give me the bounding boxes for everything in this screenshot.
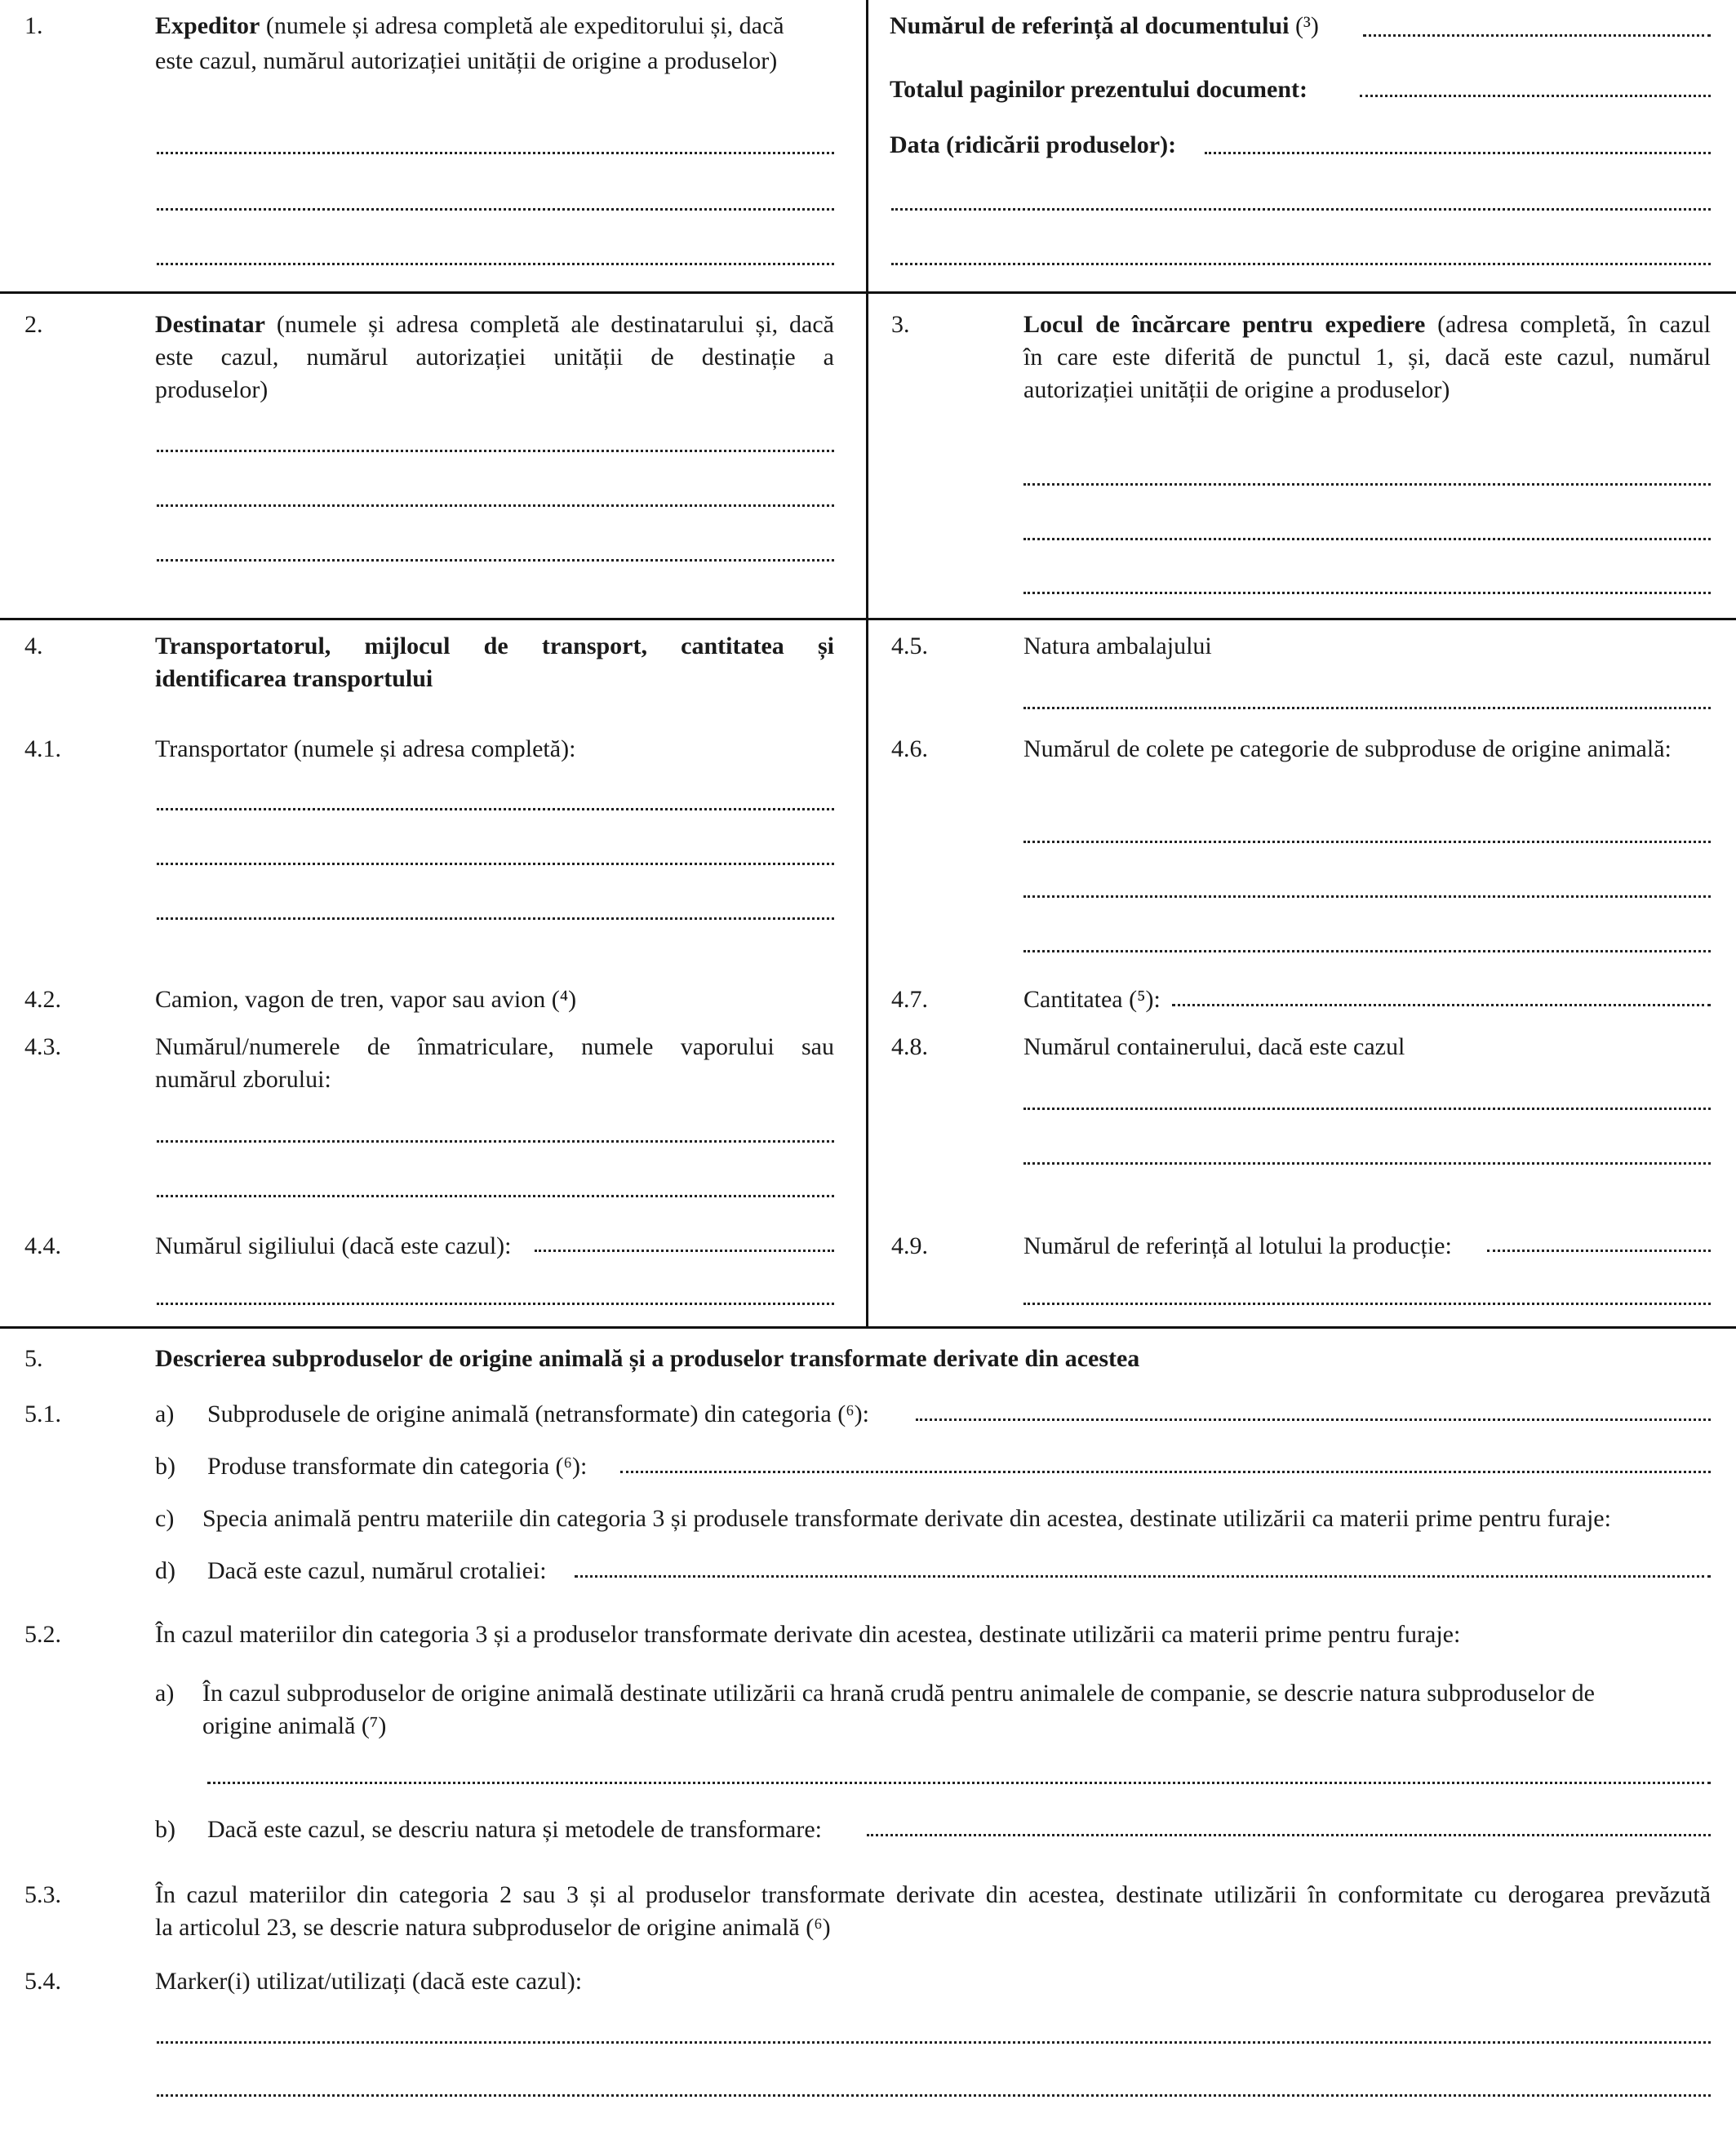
total-pages-label: Totalul paginilor prezentului document: — [890, 76, 1308, 103]
doc-ref-label: Numărul de referință al documentului (³) — [890, 12, 1319, 39]
batch-reference-field[interactable] — [1487, 1250, 1711, 1252]
transport-title-line2: identificarea transportului — [155, 665, 433, 692]
date-label: Data (ridicării produselor): — [890, 131, 1177, 158]
batch-reference-field-2[interactable] — [1023, 1303, 1711, 1305]
registration-field-2[interactable] — [157, 1195, 834, 1197]
item-number-4-9: 4.9. — [891, 1232, 928, 1259]
container-field-2[interactable] — [1023, 1162, 1711, 1165]
item-5-2-b-text: Dacă este cazul, se descriu natura și metodele de transformare: — [207, 1816, 822, 1843]
destinatar-title: Destinatar — [155, 311, 265, 338]
item-5-2-a-field[interactable] — [207, 1782, 1711, 1784]
container-label: Numărul containerului, dacă este cazul — [1023, 1033, 1405, 1060]
date-field[interactable] — [1205, 152, 1711, 154]
column-divider-middle — [866, 294, 868, 620]
item-5-1-d-label: d) — [155, 1557, 175, 1584]
section-number: 4. — [24, 633, 43, 659]
expeditor-desc-line2: este cazul, numărul autorizației unității de origine a produselor) — [155, 47, 778, 74]
item-number-4-6: 4.6. — [891, 735, 928, 762]
item-5-2-b-label: b) — [155, 1816, 175, 1843]
destinatar-field-3[interactable] — [157, 559, 834, 562]
item-5-2-b-field[interactable] — [867, 1834, 1711, 1836]
total-pages-field[interactable] — [1360, 95, 1711, 97]
item-number-5-1: 5.1. — [24, 1401, 61, 1427]
destinatar-heading — [155, 309, 834, 341]
item-5-2-a-line2: origine animală (⁷) — [202, 1712, 387, 1739]
item-number-5-3: 5.3. — [24, 1881, 61, 1908]
item-number-4-5: 4.5. — [891, 633, 928, 659]
batch-reference-label: Numărul de referință al lotului la producție: — [1023, 1232, 1452, 1259]
loading-place-field-2[interactable] — [1023, 538, 1711, 540]
loading-place-title: Locul de încărcare pentru expediere — [1023, 311, 1426, 338]
packaging-label: Natura ambalajului — [1023, 633, 1212, 659]
expeditor-heading — [155, 10, 784, 42]
description-title: Descrierea subproduselor de origine animală și a produselor transformate derivate din acestea — [155, 1345, 1140, 1372]
packaging-field[interactable] — [1023, 707, 1711, 709]
item-number-5-4: 5.4. — [24, 1968, 61, 1995]
item-5-3-line2: la articolul 23, se descrie natura subproduselor de origine animală (⁶) — [155, 1914, 831, 1941]
item-number-4-1: 4.1. — [24, 735, 61, 762]
expeditor-title: Expeditor — [155, 12, 260, 39]
item-5-2-text: În cazul materiilor din categoria 3 și a produselor transformate derivate din acestea, destinate utilizării ca materii prime pentru furaje: — [155, 1621, 1461, 1648]
packages-field-1[interactable] — [1023, 841, 1711, 843]
item-number-4-8: 4.8. — [891, 1033, 928, 1060]
loading-place-heading — [1023, 309, 1711, 341]
packages-field-3[interactable] — [1023, 950, 1711, 952]
section-number: 2. — [24, 311, 43, 338]
section-number: 1. — [24, 12, 43, 39]
item-5-2-a-line1: În cazul subproduselor de origine animală destinate utilizării ca hrană crudă pentru animalele de companie, se descrie natura subproduselor de — [202, 1680, 1595, 1707]
item-5-1-c-label: c) — [155, 1505, 175, 1532]
markers-field-2[interactable] — [157, 2094, 1711, 2097]
destinatar-field-1[interactable] — [157, 450, 834, 452]
registration-label-line2: numărul zborului: — [155, 1066, 331, 1093]
destinatar-desc-line2: este cazul, numărul autorizației unității de destinație a — [155, 344, 834, 371]
seal-number-field-2[interactable] — [157, 1303, 834, 1305]
section-number: 3. — [891, 311, 910, 338]
item-5-3-line1: În cazul materiilor din categoria 2 sau 3 și al produselor transformate derivate din acestea, destinate utilizării în conformitate cu derogarea prevăzută — [155, 1881, 1711, 1908]
item-5-1-a-text: Subprodusele de origine animală (netransformate) din categoria (⁶): — [207, 1401, 869, 1427]
destinatar-field-2[interactable] — [157, 504, 834, 507]
loading-place-field-1[interactable] — [1023, 483, 1711, 486]
vehicle-type-label: Camion, vagon de tren, vapor sau avion (⁴) — [155, 986, 577, 1013]
column-divider-top — [866, 0, 868, 294]
item-5-1-d-field[interactable] — [575, 1575, 1711, 1578]
quantity-field[interactable] — [1172, 1004, 1711, 1006]
item-5-1-d-text: Dacă este cazul, numărul crotaliei: — [207, 1557, 547, 1584]
seal-number-field[interactable] — [535, 1250, 834, 1252]
item-5-2-a-label: a) — [155, 1680, 175, 1707]
loading-place-desc-line3: autorizației unității de origine a produselor) — [1023, 376, 1450, 403]
item-5-1-a-field[interactable] — [916, 1418, 1711, 1421]
packages-label: Numărul de colete pe categorie de subproduse de origine animală: — [1023, 735, 1672, 762]
ref-extra-field-1[interactable] — [891, 208, 1711, 211]
quantity-label: Cantitatea (⁵): — [1023, 986, 1161, 1013]
packages-field-2[interactable] — [1023, 895, 1711, 898]
seal-number-label: Numărul sigiliului (dacă este cazul): — [155, 1232, 512, 1259]
expeditor-field-1[interactable] — [157, 152, 834, 154]
section-divider-3 — [0, 1326, 1736, 1329]
registration-field-1[interactable] — [157, 1140, 834, 1143]
item-5-1-b-text: Produse transformate din categoria (⁶): — [207, 1453, 588, 1480]
expeditor-field-2[interactable] — [157, 208, 834, 211]
ref-extra-field-2[interactable] — [891, 263, 1711, 265]
loading-place-desc-line1: (adresa completă, în cazul — [1437, 311, 1711, 338]
destinatar-desc-line1: (numele și adresa completă ale destinatarului și, dacă — [276, 311, 835, 338]
expeditor-desc-line1: (numele și adresa completă ale expeditorului și, dacă — [265, 12, 784, 39]
item-number-4-3: 4.3. — [24, 1033, 61, 1060]
section-number: 5. — [24, 1345, 43, 1372]
loading-place-field-3[interactable] — [1023, 592, 1711, 594]
registration-label-line1: Numărul/numerele de înmatriculare, numele vaporului sau — [155, 1033, 834, 1060]
item-number-4-4: 4.4. — [24, 1232, 61, 1259]
markers-field-1[interactable] — [157, 2041, 1711, 2044]
item-5-1-b-field[interactable] — [620, 1471, 1711, 1473]
item-5-1-c-text: Specia animală pentru materiile din categoria 3 și produsele transformate derivate din acestea, destinate utilizării ca materii prime pentru furaje: — [202, 1505, 1611, 1532]
item-number-4-2: 4.2. — [24, 986, 61, 1013]
expeditor-field-3[interactable] — [157, 263, 834, 265]
carrier-field-1[interactable] — [157, 808, 834, 810]
destinatar-desc-line3: produselor) — [155, 376, 269, 403]
item-number-4-7: 4.7. — [891, 986, 928, 1013]
doc-ref-field[interactable] — [1363, 34, 1711, 37]
carrier-label: Transportator (numele și adresa completă): — [155, 735, 576, 762]
column-divider-bottom — [866, 620, 868, 1329]
carrier-field-3[interactable] — [157, 917, 834, 920]
container-field-1[interactable] — [1023, 1108, 1711, 1110]
loading-place-desc-line2: în care este diferită de punctul 1, și, dacă este cazul, numărul — [1023, 344, 1711, 371]
markers-label: Marker(i) utilizat/utilizați (dacă este cazul): — [155, 1968, 583, 1995]
carrier-field-2[interactable] — [157, 863, 834, 865]
item-number-5-2: 5.2. — [24, 1621, 61, 1648]
item-5-1-b-label: b) — [155, 1453, 175, 1480]
item-5-1-a-label: a) — [155, 1401, 175, 1427]
transport-title-line1: Transportatorul, mijlocul de transport, cantitatea și — [155, 633, 834, 659]
